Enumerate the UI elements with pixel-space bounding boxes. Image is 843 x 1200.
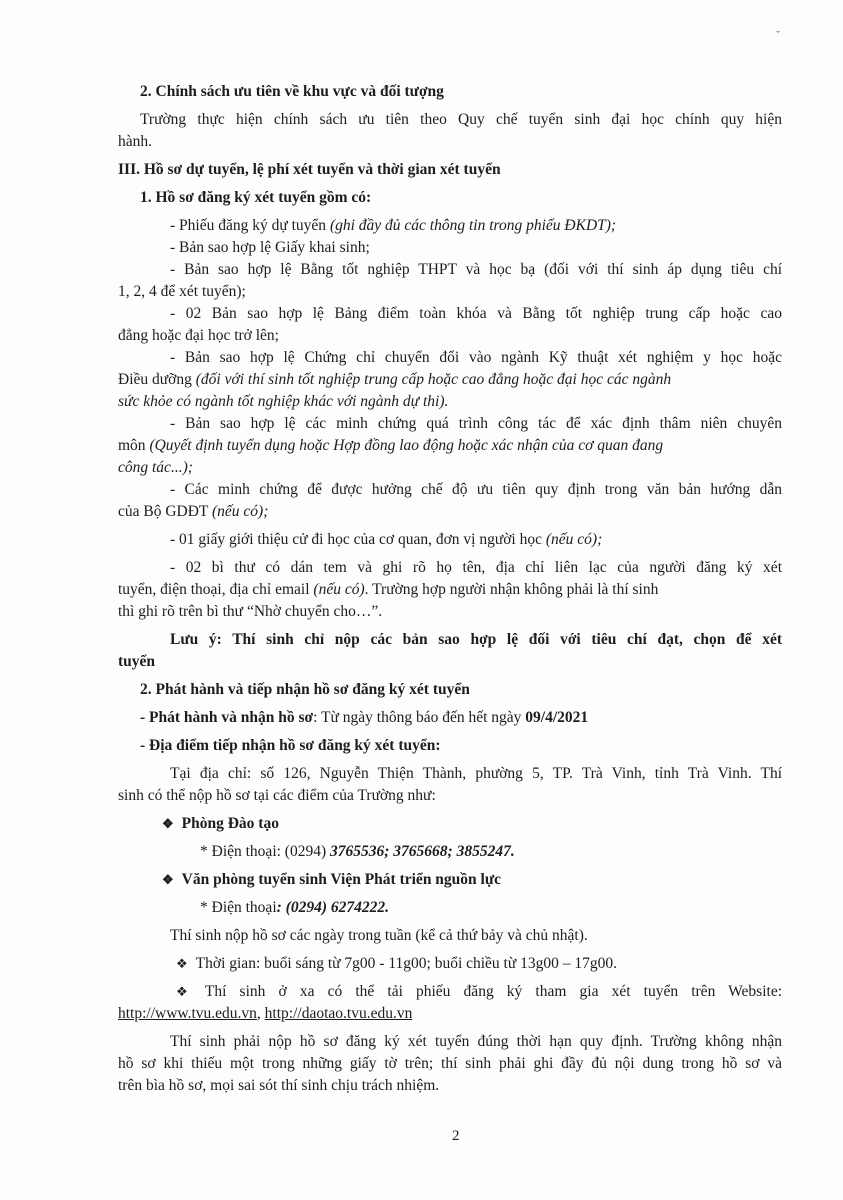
website-links: http://www.tvu.edu.vn, http://daotao.tvu.edu.vn bbox=[118, 1005, 413, 1022]
submission-time: ❖ Thời gian: buổi sáng từ 7g00 - 11g00; buổi chiều từ 13g00 – 17g00. bbox=[176, 955, 618, 972]
download-line: ❖ Thí sinh ở xa có thể tải phiếu đăng ký tham gia xét tuyển trên Website: bbox=[176, 983, 783, 1000]
scan-speck: ˇ bbox=[776, 28, 780, 42]
list-item-5-cont2: sức khỏe có ngành tốt nghiệp khác với ngành dự thi). bbox=[118, 393, 449, 410]
list-item-6: - Bản sao hợp lệ các minh chứng quá trình công tác để xác định thâm niên chuyên bbox=[170, 415, 782, 432]
list-item-8: - 01 giấy giới thiệu cử đi học của cơ quan, đơn vị người học (nếu có); bbox=[170, 531, 603, 548]
list-item-1: - Phiếu đăng ký dự tuyển (ghi đầy đủ các thông tin trong phiếu ĐKDT); bbox=[170, 217, 617, 234]
list-item-3-cont: 1, 2, 4 để xét tuyển); bbox=[118, 283, 246, 300]
list-item-9-cont2: thì ghi rõ trên bì thư “Nhờ chuyển cho…”. bbox=[118, 603, 383, 620]
list-item-4-cont: đẳng hoặc đại học trở lên; bbox=[118, 327, 279, 344]
diamond-bullet-icon: ❖ bbox=[162, 816, 174, 831]
list-item-6-cont: môn (Quyết định tuyển dụng hoặc Hợp đồng lao động hoặc xác nhận của cơ quan đang bbox=[118, 437, 664, 454]
closing-line-cont2: trên bìa hồ sơ, mọi sai sót thí sinh chịu trách nhiệm. bbox=[118, 1077, 440, 1094]
note-line-cont: tuyển bbox=[118, 653, 156, 670]
office-1-name: ❖ Phòng Đào tạo bbox=[162, 815, 279, 832]
subsection-1-heading: 1. Hồ sơ đăng ký xét tuyển gồm có: bbox=[140, 189, 372, 206]
list-item-5-cont: Điều dưỡng (đối với thí sinh tốt nghiệp trung cấp hoặc cao đẳng hoặc đại học các ngành bbox=[118, 371, 672, 388]
diamond-bullet-icon: ❖ bbox=[176, 956, 188, 971]
office-1-phone: * Điện thoại: (0294) 3765536; 3765668; 3855247. bbox=[200, 843, 515, 860]
closing-line-cont: hồ sơ khi thiếu một trong những giấy tờ trên; thí sinh phải ghi đầy đủ nội dung trong hồ sơ và bbox=[118, 1055, 782, 1072]
section-2-body: Trường thực hiện chính sách ưu tiên theo Quy chế tuyển sinh đại học chính quy hiện bbox=[140, 111, 782, 128]
diamond-bullet-icon: ❖ bbox=[176, 984, 197, 999]
office-2-phone: * Điện thoại: (0294) 6274222. bbox=[200, 899, 389, 916]
office-2-name: ❖ Văn phòng tuyển sinh Viện Phát triển nguồn lực bbox=[162, 871, 502, 888]
list-item-7-cont: của Bộ GDĐT (nếu có); bbox=[118, 503, 269, 520]
section-2-body-cont: hành. bbox=[118, 133, 153, 150]
release-line: - Phát hành và nhận hồ sơ: Từ ngày thông báo đến hết ngày 09/4/2021 bbox=[140, 709, 589, 726]
website-link-daotao[interactable]: http://daotao.tvu.edu.vn bbox=[264, 1005, 413, 1022]
address-line-cont: sinh có thể nộp hồ sơ tại các điểm của Trường như: bbox=[118, 787, 436, 804]
section-3-heading: III. Hồ sơ dự tuyển, lệ phí xét tuyển và thời gian xét tuyển bbox=[118, 161, 501, 178]
submission-days: Thí sinh nộp hồ sơ các ngày trong tuần (kể cả thứ bảy và chủ nhật). bbox=[170, 927, 588, 944]
diamond-bullet-icon: ❖ bbox=[162, 872, 174, 887]
website-link-tvu[interactable]: http://www.tvu.edu.vn bbox=[118, 1005, 257, 1022]
section-2-heading: 2. Chính sách ưu tiên về khu vực và đối tượng bbox=[140, 83, 444, 100]
address-line: Tại địa chỉ: số 126, Nguyễn Thiện Thành, phường 5, TP. Trà Vinh, tỉnh Trà Vinh. Thí bbox=[170, 765, 782, 782]
page-number: 2 bbox=[452, 1128, 460, 1144]
list-item-2: - Bản sao hợp lệ Giấy khai sinh; bbox=[170, 239, 370, 256]
list-item-5: - Bản sao hợp lệ Chứng chỉ chuyển đổi vào ngành Kỹ thuật xét nghiệm y học hoặc bbox=[170, 349, 782, 366]
list-item-9: - 02 bì thư có dán tem và ghi rõ họ tên, địa chỉ liên lạc của người đăng ký xét bbox=[170, 559, 782, 576]
subsection-2-heading: 2. Phát hành và tiếp nhận hồ sơ đăng ký xét tuyển bbox=[140, 681, 470, 698]
list-item-3: - Bản sao hợp lệ Bằng tốt nghiệp THPT và học bạ (đối với thí sinh áp dụng tiêu chí bbox=[170, 261, 782, 278]
list-item-6-cont2: công tác...); bbox=[118, 459, 193, 476]
location-heading: - Địa điểm tiếp nhận hồ sơ đăng ký xét tuyển: bbox=[140, 737, 441, 754]
closing-line: Thí sinh phải nộp hồ sơ đăng ký xét tuyển đúng thời hạn quy định. Trường không nhận bbox=[170, 1033, 782, 1050]
note-line: Lưu ý: Thí sinh chỉ nộp các bản sao hợp lệ đối với tiêu chí đạt, chọn để xét bbox=[170, 631, 782, 648]
list-item-7: - Các minh chứng để được hưởng chế độ ưu tiên quy định trong văn bản hướng dẫn bbox=[170, 481, 782, 498]
list-item-4: - 02 Bản sao hợp lệ Bảng điểm toàn khóa và Bằng tốt nghiệp trung cấp hoặc cao bbox=[170, 305, 782, 322]
list-item-9-cont: tuyển, điện thoại, địa chỉ email (nếu có). Trường hợp người nhận không phải là thí sinh bbox=[118, 581, 659, 598]
